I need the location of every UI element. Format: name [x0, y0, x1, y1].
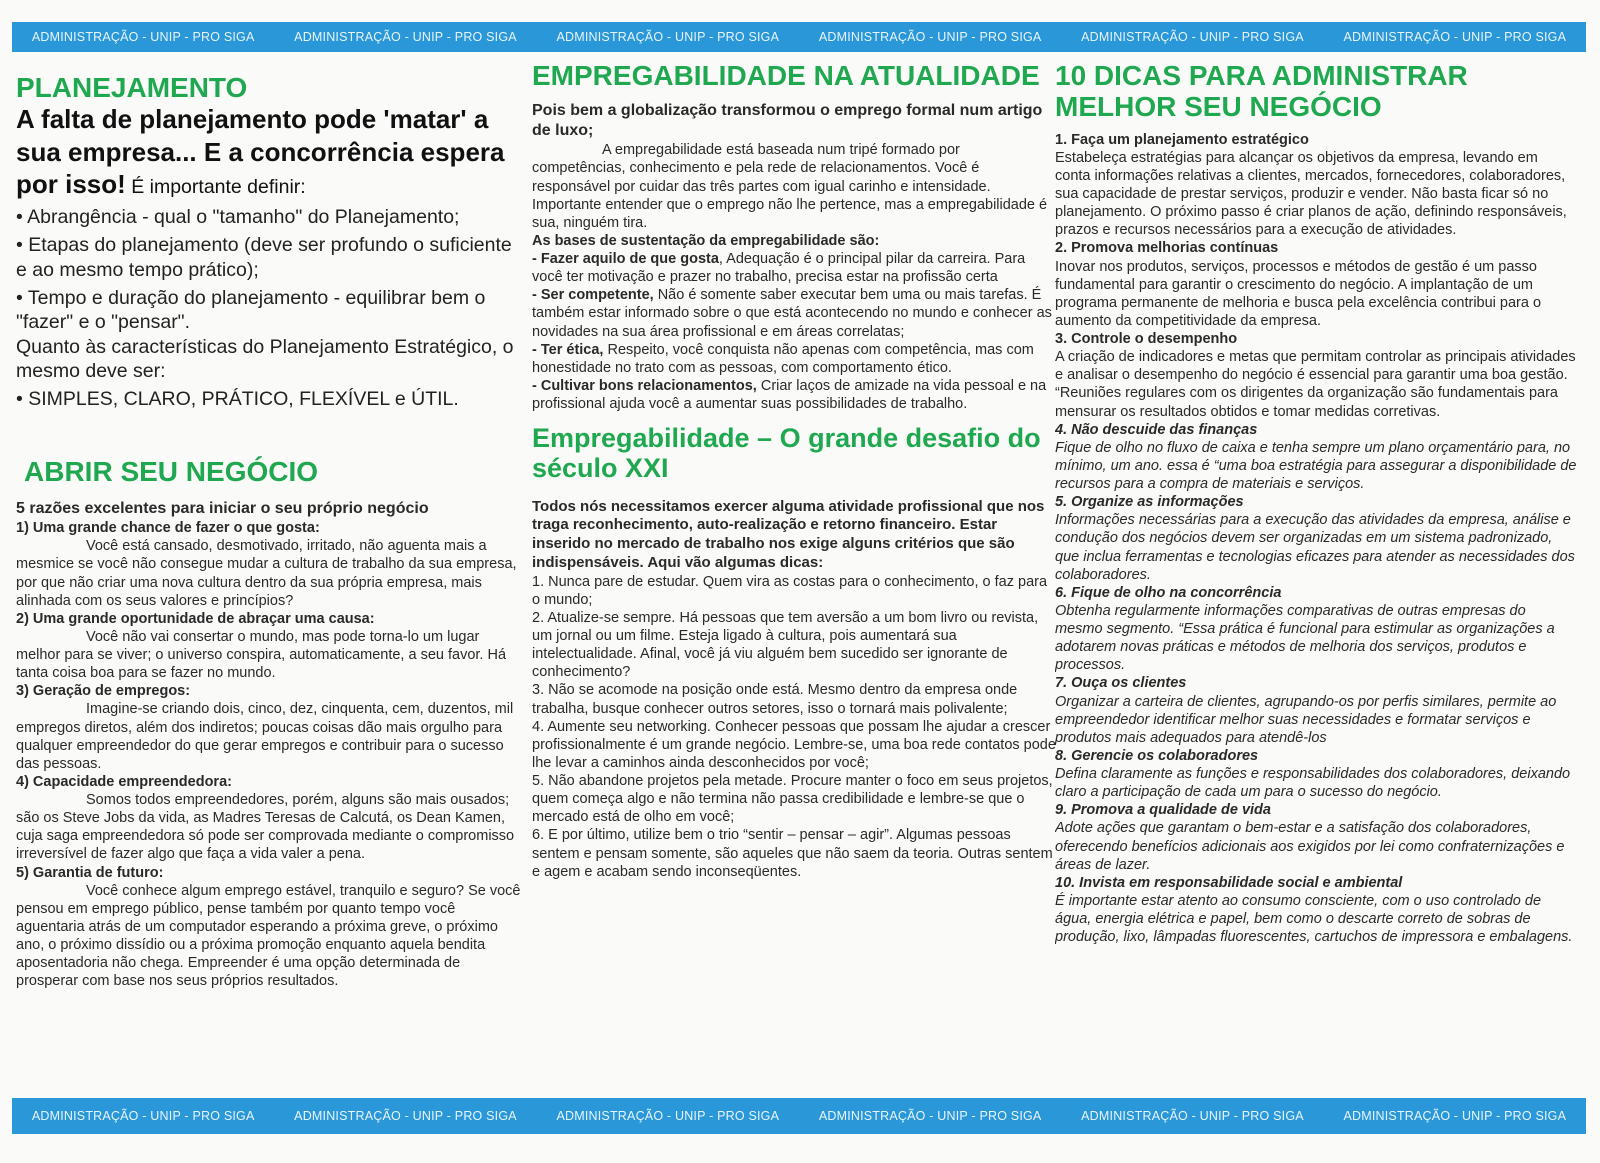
- dica-text: Fique de olho no fluxo de caixa e tenha sempre um plano orçamentário para, no mínimo, um ano. essa é “uma boa estratégia para assegurar a disponibilidade de recursos para a compra de materiais e serviços.: [1055, 439, 1577, 493]
- base-item: [532, 377, 1056, 413]
- reason-text: Imagine-se criando dois, cinco, dez, cinquenta, cem, duzentos, mil empregos diretos, além dos indiretos; poucas coisas dão mais orgulho para qualquer empreendedor do que gerar empregos e contribuir para o sucesso das pessoas.: [16, 701, 514, 772]
- band-label: ADMINISTRAÇÃO - UNIP - PRO SIGA: [818, 30, 1042, 44]
- dicas-title: 10 DICAS PARA ADMINISTRAR MELHOR SEU NEGÓCIO: [1055, 60, 1468, 123]
- tip-item: [532, 718, 1056, 772]
- dica-text: Informações necessárias para a execução das atividades da empresa, análise e condução dos negócios devem ser organizadas em um sistema padronizado, que inclua ferramentas e tecnologias eficazes para atender as necessidades dos colaboradores.: [1055, 512, 1575, 583]
- band-label: ADMINISTRAÇÃO - UNIP - PRO SIGA: [556, 30, 780, 44]
- bullet-item: • Etapas do planejamento (deve ser profundo o suficiente e ao mesmo tempo prático);: [16, 234, 512, 281]
- band-label: ADMINISTRAÇÃO - UNIP - PRO SIGA: [818, 1109, 1042, 1123]
- band-label: ADMINISTRAÇÃO - UNIP - PRO SIGA: [1343, 30, 1567, 44]
- tip-number: 5.: [532, 773, 545, 790]
- bullet-item: • Tempo e duração do planejamento - equilibrar bem o "fazer" e o "pensar".: [16, 286, 486, 334]
- tip-text: Não abandone projetos pela metade. Procure manter o foco em seus projetos, quem começa algo e não termina não passa credibilidade e lembre-se que o mercado está de olho em você;: [532, 773, 1053, 826]
- reason-text: Somos todos empreendedores, porém, alguns são mais ousados; são os Steve Jobs da vida, as Madres Teresas de Calcutá, os Dean Kamen, cuja saga empreendedora só pode ser comprovada mediante o compromisso irreversível de fazer algo que faça a vida valer a pena.: [16, 792, 515, 863]
- band-label: ADMINISTRAÇÃO - UNIP - PRO SIGA: [556, 1109, 780, 1123]
- band-label: ADMINISTRAÇÃO - UNIP - PRO SIGA: [294, 30, 517, 44]
- base-text: Respeito, você conquista não apenas com competência, mas com honestidade no trato com as pessoas, com comportamento ético.: [532, 341, 1034, 376]
- dica-text: É importante estar atento ao consumo consciente, com o uso controlado de água, energia elétrica e papel, bem como o descarte correto de sobras de produção, lixo, lâmpadas fluorescentes, cartuchos de impressora e embalagens.: [1055, 892, 1573, 946]
- footer-band: [12, 1098, 1586, 1134]
- right-column: [1055, 60, 1577, 1095]
- base-lead: - Ser competente,: [532, 287, 654, 304]
- base-text: Não é somente saber executar bem uma ou mais tarefas. É também estar informado sobre o que está acontecendo no mundo e conhecer as novidades na sua área profissional e em áreas correlatas;: [532, 287, 1052, 340]
- tip-item: [532, 772, 1056, 826]
- band-label: ADMINISTRAÇÃO - UNIP - PRO SIGA: [1081, 1109, 1304, 1123]
- dica-heading: 3. Controle o desempenho: [1055, 331, 1238, 348]
- reason-heading: 4) Capacidade empreendedora:: [16, 773, 232, 790]
- middle-column: [532, 60, 1056, 1095]
- band-label: ADMINISTRAÇÃO - UNIP - PRO SIGA: [294, 1109, 517, 1123]
- dica-heading: 7. Ouça os clientes: [1055, 675, 1187, 692]
- dica-heading: 9. Promova a qualidade de vida: [1055, 802, 1271, 819]
- base-text: , Adequação é o principal pilar da carreira. Para você ter motivação e prazer no trabalho, precisa estar na profissão certa: [532, 251, 1026, 286]
- reason-heading: 1) Uma grande chance de fazer o que gosta:: [16, 520, 320, 537]
- reason-heading: 2) Uma grande oportunidade de abraçar uma causa:: [16, 610, 375, 627]
- characteristics-text: Quanto às características do Planejamento Estratégico, o mesmo deve ser:: [16, 335, 514, 383]
- tip-number: 1.: [532, 573, 545, 590]
- reason-text: Você não vai consertar o mundo, mas pode torna-lo um lugar melhor para se viver; o universo conspira, automaticamente, a seu favor. Há tanta coisa boa para se fazer no mundo.: [16, 628, 507, 682]
- tip-text: Atualize-se sempre. Há pessoas que tem aversão a um bom livro ou revista, um jornal ou um filme. Esteja ligado à cultura, pois aumentará sua intelectualidade. Afinal, você já viu alguém bem sucedido ser ignorante de conhecimento?: [532, 609, 1039, 681]
- base-item: [532, 341, 1056, 377]
- dica-heading: 6. Fique de olho na concorrência: [1055, 584, 1282, 601]
- dica-heading: 5. Organize as informações: [1055, 494, 1244, 511]
- tip-number: 4.: [532, 718, 545, 735]
- bullet-item: • Abrangência - qual o "tamanho" do Planejamento;: [16, 205, 460, 228]
- abrir-title: ABRIR SEU NEGÓCIO: [24, 455, 319, 487]
- desafio-intro: Todos nós necessitamos exercer alguma atividade profissional que nos traga reconhecimento, auto-realização e retorno financeiro. Estar inserido no mercado de trabalho nos exige alguns critérios que são indispensáveis. Aqui vão algumas dicas:: [532, 497, 1045, 571]
- reason-heading: 3) Geração de empregos:: [16, 683, 191, 700]
- base-item: [532, 250, 1056, 286]
- dica-text: Organizar a carteira de clientes, agrupando-os por perfis similares, permite ao empreendedor identificar melhor suas necessidades e formatar serviços e produtos mais adequados para atendê-los: [1055, 693, 1557, 746]
- band-label: ADMINISTRAÇÃO - UNIP - PRO SIGA: [31, 30, 255, 44]
- planejamento-title: PLANEJAMENTO: [16, 72, 248, 103]
- dicas-list: [1055, 131, 1577, 947]
- base-lead: - Ter ética,: [532, 341, 604, 358]
- dica-text: Obtenha regularmente informações comparativas de outras empresas do mesmo segmento. “Essa prática é funcional para estimular as organizações a adotarem novas práticas e métodos de melhoria dos serviços, produtos e processos.: [1055, 602, 1555, 674]
- dica-text: Inovar nos produtos, serviços, processos e métodos de gestão é um passo fundamental para garantir o crescimento do negócio. A implantação de um programa permanente de melhoria e busca pela excelência contribui para o aumento da competitividade da empresa.: [1055, 258, 1542, 329]
- base-lead: - Cultivar bons relacionamentos,: [532, 377, 757, 394]
- tip-item: [532, 681, 1056, 717]
- tip-item: [532, 609, 1056, 682]
- tip-number: 2.: [532, 609, 545, 626]
- dica-heading: 8. Gerencie os colaboradores: [1055, 747, 1259, 764]
- dica-text: A criação de indicadores e metas que permitam controlar as principais atividades e analisar o desempenho do negócio é essencial para garantir uma boa gestão. “Reuniões regulares com os dirigentes da organização são fundamentais para mensurar os resultados obtidos e tomar medidas corretivas.: [1055, 349, 1576, 420]
- tip-number: 3.: [532, 682, 545, 699]
- dica-heading: 1. Faça um planejamento estratégico: [1055, 131, 1309, 148]
- desafio-title: Empregabilidade – O grande desafio do século XXI: [532, 423, 1041, 484]
- tips-list: [532, 573, 1056, 881]
- reason-heading: 5) Garantia de futuro:: [16, 864, 164, 881]
- reasons-list: [16, 519, 521, 990]
- planejamento-headline: [16, 103, 521, 201]
- intro-text: É importante definir:: [125, 176, 306, 199]
- reason-text: Você está cansado, desmotivado, irritado, não aguenta mais a mesmice se você não consegue mudar a cultura de trabalho da sua empresa, por que não criar uma nova cultura dentro da sua própria empresa, mais alinhada com os seus valores e princípios?: [16, 538, 517, 609]
- tip-text: Nunca pare de estudar. Quem vira as costas para o conhecimento, o faz para o mundo;: [532, 573, 1048, 608]
- base-item: [532, 286, 1056, 340]
- band-label: ADMINISTRAÇÃO - UNIP - PRO SIGA: [1343, 1109, 1567, 1123]
- dica-heading: 4. Não descuide das finanças: [1055, 421, 1258, 438]
- tip-number: 6.: [532, 827, 545, 844]
- abrir-subtitle: 5 razões excelentes para iniciar o seu próprio negócio: [16, 500, 429, 518]
- dica-text: Defina claramente as funções e responsabilidades dos colaboradores, deixando claro a participação de cada um para o sucesso do negócio.: [1055, 766, 1571, 801]
- tip-item: [532, 826, 1056, 880]
- tip-text: Aumente seu networking. Conhecer pessoas que possam lhe ajudar a crescer profissionalmente é um grande negócio. Lembre-se, uma boa rede contatos pode lhe levar a caminhos ainda desconhecidos por você;: [532, 718, 1056, 771]
- band-label: ADMINISTRAÇÃO - UNIP - PRO SIGA: [31, 1109, 255, 1123]
- left-column: [16, 60, 521, 1070]
- reason-text: Você conhece algum emprego estável, tranquilo e seguro? Se você pensou em emprego público, pense também por quanto tempo você aguentaria atrás de um computador esperando a próxima greve, o próximo ano, o próximo dissídio ou a próxima promoção enquanto aquela bendita aposentadoria não chega. Empreender é uma opção determinada de prosperar com base nos seus próprios resultados.: [16, 882, 521, 990]
- dica-heading: 2. Promova melhorias contínuas: [1055, 240, 1279, 257]
- atualidade-paragraph: A empregabilidade está baseada num tripé formado por competências, conhecimento e pela rede de relacionamentos. Você é responsável por cuidar das três partes com igual carinho e intensidade. Importante entender que o emprego não lhe pertence, mas a empregabilidade é sua, ninguém tira.: [532, 142, 1048, 231]
- bullet-item: • SIMPLES, CLARO, PRÁTICO, FLEXÍVEL e ÚTIL.: [16, 388, 459, 411]
- band-label: ADMINISTRAÇÃO - UNIP - PRO SIGA: [1081, 30, 1304, 44]
- base-text: Criar laços de amizade na vida pessoal e na profissional ajuda você a aumentar suas possibilidades de trabalho.: [532, 377, 1047, 413]
- header-band: [12, 22, 1586, 52]
- base-lead: - Fazer aquilo de que gosta: [532, 251, 719, 268]
- atualidade-lead: Pois bem a globalização transformou o emprego formal num artigo de luxo;: [532, 102, 1043, 140]
- bases-heading: As bases de sustentação da empregabilidade são:: [532, 232, 880, 249]
- atualidade-title: EMPREGABILIDADE NA ATUALIDADE: [532, 60, 1040, 91]
- dica-heading: 10. Invista em responsabilidade social e ambiental: [1055, 874, 1403, 891]
- headline-text: A falta de planejamento pode 'matar' a sua empresa... E a concorrência espera por isso!: [16, 104, 505, 200]
- tip-text: E por último, utilize bem o trio “sentir – pensar – agir”. Algumas pessoas sentem e pensam somente, são aqueles que não saem da teoria. Outras sentem e agem e acabam sendo inconseqüentes.: [532, 827, 1053, 880]
- dica-text: Estabeleça estratégias para alcançar os objetivos da empresa, levando em conta informações relativas a clientes, mercados, fornecedores, colaboradores, sua capacidade de prestar serviços, produzir e vender. Não basta ficar só no planejamento. O próximo passo é criar planos de ação, definindo responsáveis, prazos e recursos necessários para a execução de atividades.: [1055, 149, 1567, 239]
- tip-text: Não se acomode na posição onde está. Mesmo dentro da empresa onde trabalha, busque conhecer outros setores, isso o tornará mais polivalente;: [532, 682, 1018, 717]
- tip-item: [532, 573, 1056, 609]
- dica-text: Adote ações que garantam o bem-estar e a satisfação dos colaboradores, oferecendo benefícios adicionais aos exigidos por lei como confraternizações e áreas de lazer.: [1055, 820, 1565, 873]
